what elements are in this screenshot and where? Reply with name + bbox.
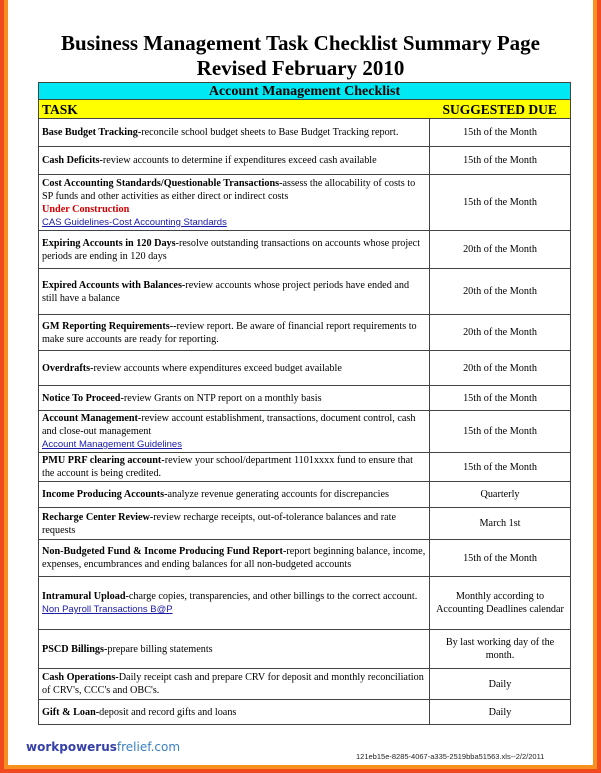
table-row (39, 669, 571, 700)
task-cell (39, 508, 430, 540)
table-row (39, 630, 571, 669)
task-description: deposit and record gifts and loans (99, 706, 237, 718)
task-name: Gift & Loan- (42, 706, 100, 718)
task-name: PSCD Billings- (42, 643, 108, 655)
table-row (39, 482, 571, 508)
task-cell (39, 482, 430, 508)
task-name: Base Budget Tracking- (42, 127, 142, 138)
due-cell: 15th of the Month (430, 119, 571, 147)
due-cell: Monthly according to Accounting Deadlines calendar (430, 577, 571, 630)
due-cell: 20th of the Month (430, 231, 571, 269)
task-name: Expired Accounts with Balances- (42, 279, 186, 291)
task-name: Account Management- (42, 413, 142, 424)
task-cell (39, 540, 430, 577)
table-row (39, 453, 571, 482)
task-description: review Grants on NTP report on a monthly basis (123, 392, 322, 404)
task-cell (39, 119, 430, 147)
guideline-link[interactable]: CAS Guidelines-Cost Accounting Standards (42, 216, 227, 228)
table-caption: Account Management Checklist (39, 83, 571, 100)
watermark-b: frelief.com (116, 740, 181, 754)
task-name: Recharge Center Review- (42, 511, 154, 523)
table-row (39, 351, 571, 386)
task-name: Cost Accounting Standards/Questionable Transactions- (42, 177, 283, 189)
task-name: Cash Deficits- (42, 155, 103, 166)
watermark-a: workpowerus (26, 740, 117, 754)
due-cell: Daily (430, 700, 571, 725)
guideline-link[interactable]: Non Payroll Transactions B@P (42, 604, 173, 615)
task-description: Daily receipt cash and prepare CRV for deposit and monthly reconciliation of CRV's, CCC's and OBC's. (42, 672, 424, 696)
task-description: review accounts whose project periods have ended and still have a balance (42, 279, 410, 304)
due-cell: Daily (430, 669, 571, 700)
task-description: review accounts to determine if expenditures exceed cash available (102, 155, 377, 166)
task-description: review account establishment, transactions, document control, cash and close-out management (42, 413, 416, 437)
table-row (39, 508, 571, 540)
task-description: prepare billing statements (107, 643, 213, 655)
watermark (26, 740, 180, 754)
task-description: report beginning balance, income, expenses, encumbrances and ending balances for all non-budgeted accounts (42, 546, 426, 570)
task-cell (39, 231, 430, 269)
task-description: charge copies, transparencies, and other billings to the correct account. (128, 591, 418, 602)
due-cell: 15th of the Month (430, 147, 571, 175)
task-description: analyze revenue generating accounts for discrepancies (167, 489, 389, 500)
task-description: reconcile school budget sheets to Base Budget Tracking report. (141, 127, 399, 138)
task-name: PMU PRF clearing account- (42, 455, 165, 466)
due-cell: 20th of the Month (430, 315, 571, 351)
due-cell: 15th of the Month (430, 175, 571, 231)
task-cell (39, 669, 430, 700)
task-name: Intramural Upload- (42, 591, 129, 602)
table-row (39, 119, 571, 147)
checklist-table (38, 82, 571, 725)
due-cell: 20th of the Month (430, 351, 571, 386)
task-cell (39, 453, 430, 482)
task-description: review report. Be aware of financial report requirements to make sure accounts are ready for reporting. (42, 320, 417, 345)
due-cell: 15th of the Month (430, 540, 571, 577)
task-cell (39, 386, 430, 411)
table-row (39, 411, 571, 453)
task-cell (39, 411, 430, 453)
due-cell: 15th of the Month (430, 386, 571, 411)
task-cell (39, 315, 430, 351)
task-header: TASK (39, 100, 430, 119)
footer-filename: 121eb15e-8285-4067-a335-2519bba51563.xls--2/2/2011 (356, 752, 545, 761)
task-cell (39, 147, 430, 175)
due-cell: 20th of the Month (430, 269, 571, 315)
table-row (39, 269, 571, 315)
task-description: review your school/department 1101xxxx fund to ensure that the account is being credited. (42, 455, 413, 479)
due-cell: By last working day of the month. (430, 630, 571, 669)
table-row (39, 315, 571, 351)
task-name: Non-Budgeted Fund & Income Producing Fund Report- (42, 546, 287, 557)
table-row (39, 577, 571, 630)
task-description: -resolve outstanding transactions on accounts whose project periods are ending in 120 days (42, 237, 421, 262)
due-cell: 15th of the Month (430, 411, 571, 453)
status-note: Under Construction (42, 203, 130, 215)
task-description: assess the allocability of costs to SP funds and other activities as either direct or indirect costs (42, 177, 416, 202)
due-cell: Quarterly (430, 482, 571, 508)
due-cell: March 1st (430, 508, 571, 540)
task-name: Notice To Proceed- (42, 392, 124, 404)
task-name: Income Producing Accounts- (42, 489, 168, 500)
task-cell (39, 269, 430, 315)
task-name: Overdrafts- (42, 362, 94, 374)
task-name: GM Reporting Requirements-- (42, 320, 177, 332)
task-description: review recharge receipts, out-of-tolerance balances and rate requests (42, 511, 397, 536)
page-subtitle: Revised February 2010 (196, 56, 405, 80)
due-cell: 15th of the Month (430, 453, 571, 482)
table-row (39, 147, 571, 175)
page (4, 0, 597, 769)
guideline-link[interactable]: Account Management Guidelines (42, 439, 182, 450)
table-row (39, 175, 571, 231)
task-cell (39, 630, 430, 669)
table-row (39, 231, 571, 269)
table-row (39, 386, 571, 411)
task-cell (39, 175, 430, 231)
page-title: Business Management Task Checklist Summary Page (61, 31, 540, 55)
table-row (39, 700, 571, 725)
task-cell (39, 700, 430, 725)
due-header: SUGGESTED DUE (430, 100, 571, 119)
task-cell (39, 351, 430, 386)
task-name: Expiring Accounts in 120 Days (42, 237, 176, 249)
task-description: review accounts where expenditures exceed budget available (93, 362, 342, 374)
table-row (39, 540, 571, 577)
task-cell (39, 577, 430, 630)
task-name: Cash Operations- (42, 672, 119, 683)
